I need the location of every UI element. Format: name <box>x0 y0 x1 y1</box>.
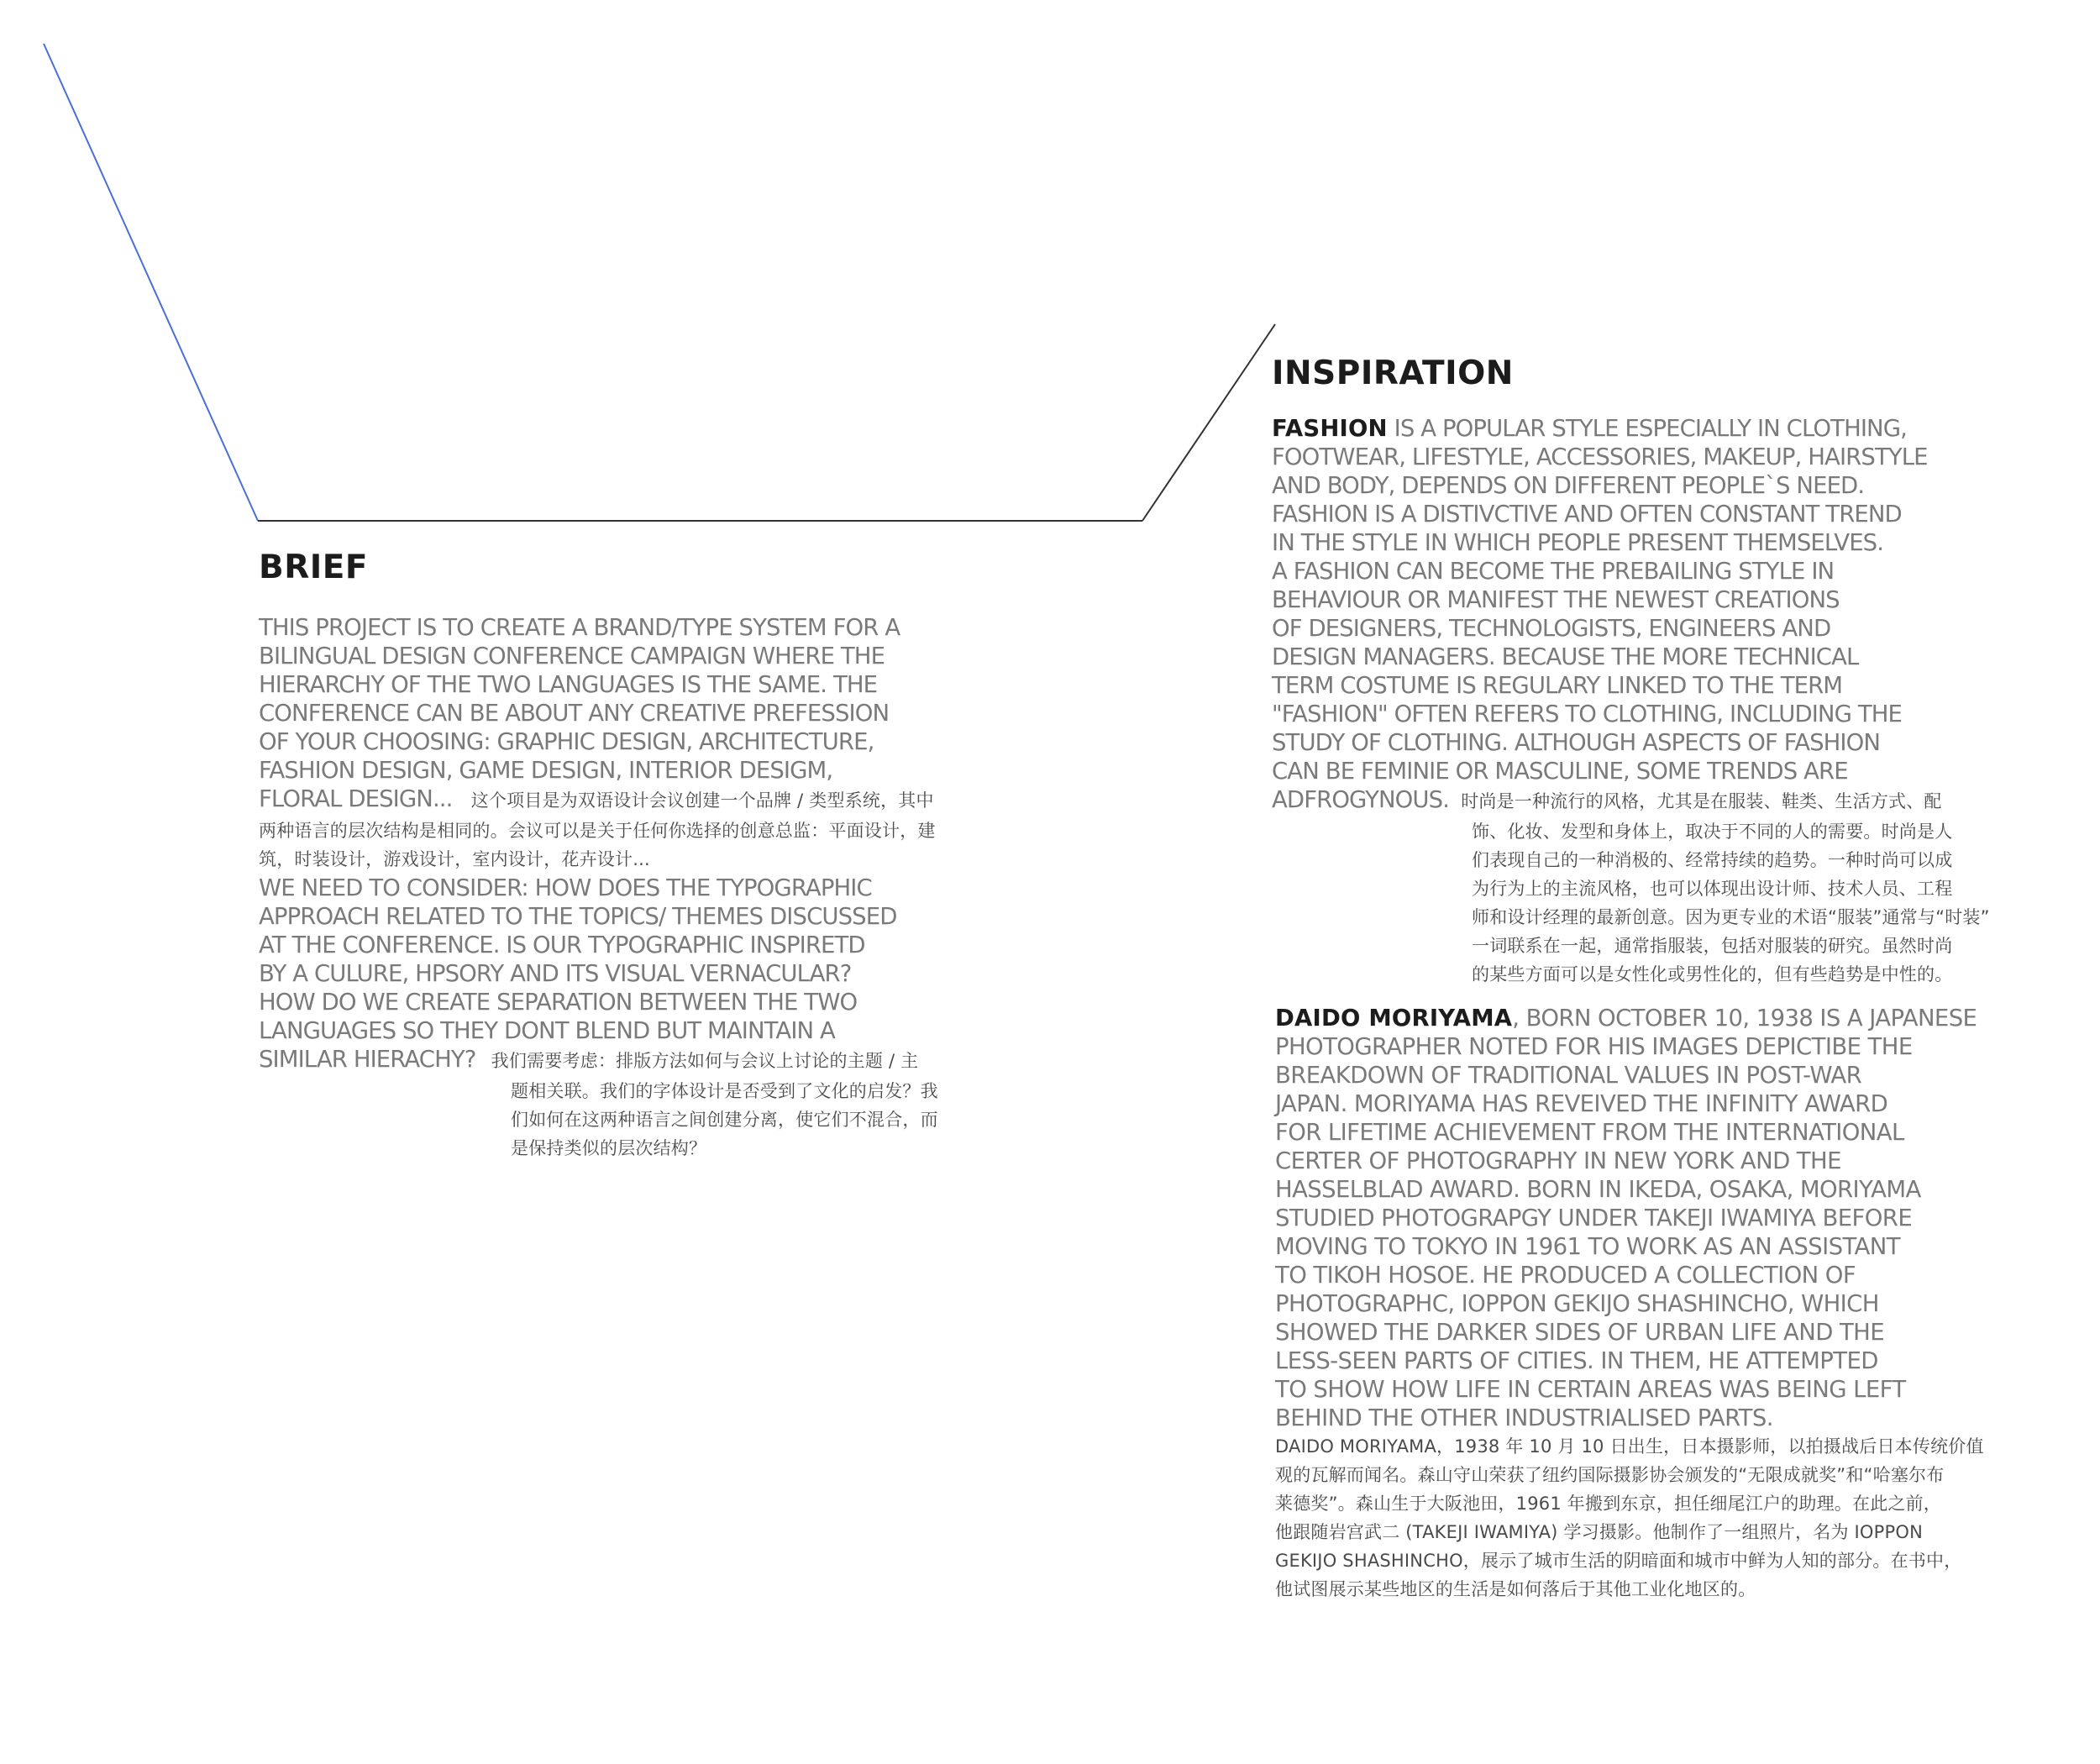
fashion-cn-line: 饰、化妆、发型和身体上，取决于不同的人的需要。时尚是人 <box>1472 822 1953 842</box>
daido-cn-line: 莱德奖”。森山生于大阪池田，1961 年搬到东京，担任细尾江户的助理。在此之前， <box>1275 1494 1941 1514</box>
daido-cn-line: 观的瓦解而闻名。森山守山荣获了纽约国际摄影协会颁发的“无限成就奖”和“哈塞尔布 <box>1275 1465 1945 1485</box>
brief-en-line: CONFERENCE CAN BE ABOUT ANY CREATIVE PREFESSION <box>259 700 890 727</box>
brief-en-line: HOW DO WE CREATE SEPARATION BETWEEN THE TWO <box>259 989 858 1016</box>
inspiration-heading: INSPIRATION <box>1272 354 1514 392</box>
daido-first-rest: , BORN OCTOBER 10, 1938 IS A JAPANESE <box>1512 1005 1977 1032</box>
fashion-en-line: DESIGN MANAGERS. BECAUSE THE MORE TECHNICAL <box>1272 643 1859 670</box>
fashion-cn-line: 的某些方面可以是女性化或男性化的，但有些趋势是中性的。 <box>1472 964 1953 984</box>
daido-cn-line: 他试图展示某些地区的生活是如何落后于其他工业化地区的。 <box>1275 1579 1756 1599</box>
brief-cn-inline: 这个项目是为双语设计会议创建一个品牌 / 类型系统，其中 <box>470 790 934 811</box>
daido-en-line: HASSELBLAD AWARD. BORN IN IKEDA, OSAKA, MORIYAMA <box>1275 1176 1921 1203</box>
fashion-cn-line: 一词联系在一起，通常指服装，包括对服装的研究。虽然时尚 <box>1472 936 1953 956</box>
fashion-mixed-line <box>1272 785 2070 817</box>
brief-en-tail: SIMILAR HIERACHY? <box>259 1046 476 1073</box>
fashion-en-line: CAN BE FEMINIE OR MASCULINE, SOME TRENDS ARE <box>1272 758 1848 785</box>
fashion-cn-line: 们表现自己的一种消极的、经常持续的趋势。一种时尚可以成 <box>1472 850 1953 870</box>
fashion-en-line: IN THE STYLE IN WHICH PEOPLE PRESENT THEMSELVES. <box>1272 529 1884 556</box>
daido-en-line: FOR LIFETIME ACHIEVEMENT FROM THE INTERNATIONAL <box>1275 1119 1904 1146</box>
brief-en-line: FASHION DESIGN, GAME DESIGN, INTERIOR DESIGM, <box>259 757 833 784</box>
brief-en-line: HIERARCHY OF THE TWO LANGUAGES IS THE SAME. THE <box>259 671 878 698</box>
fashion-en-line: AND BODY, DEPENDS ON DIFFERENT PEOPLE`S NEED. <box>1272 472 1865 499</box>
fashion-en-tail: ADFROGYNOUS. <box>1272 786 1450 813</box>
brief-en-line: BY A CULURE, HPSORY AND ITS VISUAL VERNACULAR? <box>259 960 852 987</box>
fashion-cn-line: 师和设计经理的最新创意。因为更专业的术语“服装”通常与“时装” <box>1472 907 1990 927</box>
daido-en-line: JAPAN. MORIYAMA HAS REVEIVED THE INFINITY AWARD <box>1275 1090 1888 1117</box>
brief-en-line: AT THE CONFERENCE. IS OUR TYPOGRAPHIC INSPIRETD <box>259 932 865 958</box>
daido-en-line: TO TIKOH HOSOE. HE PRODUCED A COLLECTION OF <box>1275 1262 1856 1289</box>
brief-cn-line: 两种语言的层次结构是相同的。会议可以是关于任何你选择的创意总监：平面设计，建 <box>259 821 936 841</box>
brief-cn-inline: 我们需要考虑：排版方法如何与会议上讨论的主题 / 主 <box>491 1051 919 1071</box>
daido-en-line: LESS-SEEN PARTS OF CITIES. IN THEM, HE ATTEMPTED <box>1275 1347 1878 1374</box>
daido-en-line: SHOWED THE DARKER SIDES OF URBAN LIFE AND THE <box>1275 1319 1884 1346</box>
brief-cn-line: 是保持类似的层次结构？ <box>511 1138 707 1158</box>
brief-cn-indented <box>259 1077 981 1163</box>
brief-heading: BRIEF <box>259 549 369 586</box>
fashion-cn-inline: 时尚是一种流行的风格，尤其是在服装、鞋类、生活方式、配 <box>1461 791 1942 811</box>
daido-en-line: TO SHOW HOW LIFE IN CERTAIN AREAS WAS BEING LEFT <box>1275 1376 1906 1403</box>
daido-cn-line: GEKIJO SHASHINCHO，展示了城市生活的阴暗面和城市中鲜为人知的部分。在书中， <box>1275 1551 1962 1571</box>
fashion-en-line: OF DESIGNERS, TECHNOLOGISTS, ENGINEERS AND <box>1272 615 1831 642</box>
brief-en-line: WE NEED TO CONSIDER: HOW DOES THE TYPOGRAPHIC <box>259 874 872 901</box>
brief-en-tail: FLORAL DESIGN... <box>259 785 453 812</box>
daido-en-line: PHOTOGRAPHC, IOPPON GEKIJO SHASHINCHO, WHICH <box>1275 1290 1879 1317</box>
daido-en-line: PHOTOGRAPHER NOTED FOR HIS IMAGES DEPICTIBE THE <box>1275 1033 1913 1060</box>
brief-body <box>259 613 981 1163</box>
daido-first-line <box>1275 1004 2073 1032</box>
daido-cn-line: DAIDO MORIYAMA，1938 年 10 月 10 日出生，日本摄影师，以拍摄战后日本传统价值 <box>1275 1436 1984 1457</box>
accent-diagonal-line <box>44 44 258 521</box>
fashion-cn-line: 为行为上的主流风格，也可以体现出设计师、技术人员、工程 <box>1472 879 1953 899</box>
daido-body <box>1275 1004 2073 1604</box>
fashion-lead: FASHION <box>1272 415 1388 442</box>
fashion-en-line: TERM COSTUME IS REGULARY LINKED TO THE TERM <box>1272 672 1843 699</box>
brief-cn-line: 们如何在这两种语言之间创建分离，使它们不混合，而 <box>511 1110 938 1130</box>
brief-en-line: OF YOUR CHOOSING: GRAPHIC DESIGN, ARCHITECTURE, <box>259 728 874 755</box>
brief-en-line: APPROACH RELATED TO THE TOPICS/ THEMES DISCUSSED <box>259 903 897 930</box>
fashion-first-line <box>1272 414 2070 443</box>
brief-en-line: LANGUAGES SO THEY DONT BLEND BUT MAINTAIN A <box>259 1017 835 1044</box>
fashion-en-line: BEHAVIOUR OR MANIFEST THE NEWEST CREATIONS <box>1272 586 1840 613</box>
fashion-cn-indented <box>1272 817 2070 989</box>
daido-en-line: BREAKDOWN OF TRADITIONAL VALUES IN POST-WAR <box>1275 1062 1862 1089</box>
daido-en-line: CERTER OF PHOTOGRAPHY IN NEW YORK AND THE <box>1275 1147 1841 1174</box>
fashion-en-line: A FASHION CAN BECOME THE PREBAILING STYLE IN <box>1272 558 1835 585</box>
daido-en-line: BEHIND THE OTHER INDUSTRIALISED PARTS. <box>1275 1404 1773 1431</box>
daido-en-line: STUDIED PHOTOGRAPGY UNDER TAKEJI IWAMIYA BEFORE <box>1275 1205 1913 1231</box>
brief-en-line: BILINGUAL DESIGN CONFERENCE CAMPAIGN WHERE THE <box>259 643 885 669</box>
fashion-body <box>1272 414 2070 989</box>
fashion-en-line: STUDY OF CLOTHING. ALTHOUGH ASPECTS OF FASHION <box>1272 729 1881 756</box>
fashion-en-line: FOOTWEAR, LIFESTYLE, ACCESSORIES, MAKEUP, HAIRSTYLE <box>1272 444 1928 470</box>
fashion-first-rest: IS A POPULAR STYLE ESPECIALLY IN CLOTHING, <box>1387 415 1907 442</box>
brief-cn-line: 题相关联。我们的字体设计是否受到了文化的启发？我 <box>511 1081 938 1101</box>
brief-mixed-line <box>259 785 981 816</box>
fashion-en-line: FASHION IS A DISTIVCTIVE AND OFTEN CONSTANT TREND <box>1272 501 1902 528</box>
brief-mixed-line <box>259 1045 981 1077</box>
brief-en-line: THIS PROJECT IS TO CREATE A BRAND/TYPE SYSTEM FOR A <box>259 614 900 641</box>
daido-en-line: MOVING TO TOKYO IN 1961 TO WORK AS AN ASSISTANT <box>1275 1233 1900 1260</box>
daido-lead: DAIDO MORIYAMA <box>1275 1005 1513 1032</box>
dark-diagonal-line <box>1142 324 1275 521</box>
brief-cn-line: 筑，时装设计，游戏设计，室内设计，花卉设计... <box>259 849 650 869</box>
fashion-en-line: "FASHION" OFTEN REFERS TO CLOTHING, INCLUDING THE <box>1272 701 1903 727</box>
daido-cn-line: 他跟随岩宫武二 (TAKEJI IWAMIYA) 学习摄影。他制作了一组照片，名为 IOPPON <box>1275 1522 1924 1542</box>
